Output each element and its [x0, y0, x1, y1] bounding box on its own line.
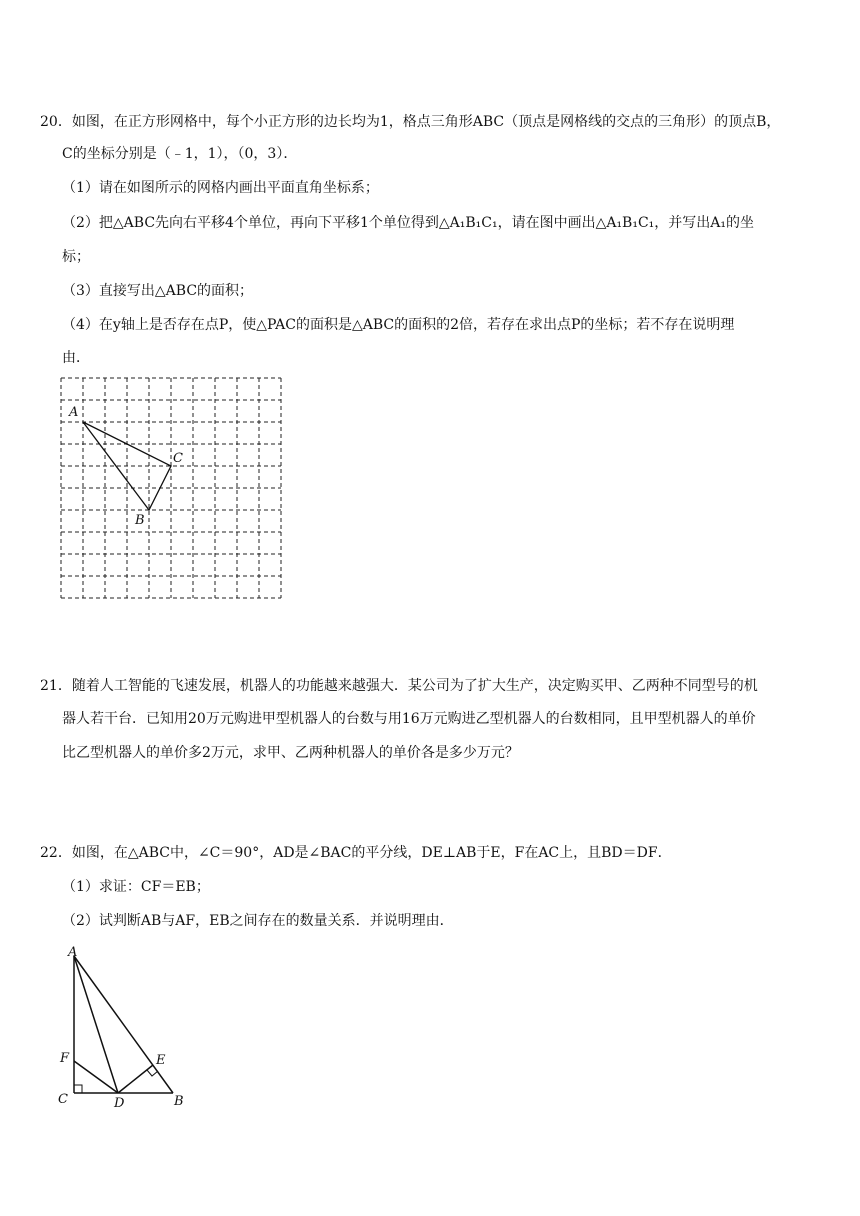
q20-part4-a: （4）在y轴上是否存在点P，使△PAC的面积是△ABC的面积的2倍，若存在求出点P的坐标；若不存在说明理: [62, 317, 735, 333]
q20-part2-b: 标；: [62, 249, 90, 265]
q20-part1: （1）请在如图所示的网格内画出平面直角坐标系；: [62, 180, 379, 196]
q20-grid-figure: [55, 370, 290, 605]
q21-line3: 比乙型机器人的单价多2万元，求甲、乙两种机器人的单价各是多少万元？: [62, 745, 519, 761]
label-a: A: [69, 405, 79, 420]
q20-part4-b: 由．: [62, 350, 90, 366]
segment-ad: [74, 956, 118, 1093]
label-e: E: [156, 1053, 166, 1068]
q22-triangle-figure: [52, 940, 192, 1110]
q20-line1: 20．如图，在正方形网格中，每个小正方形的边长均为1，格点三角形ABC（顶点是网格线的交点的三角形）的顶点B，: [40, 114, 781, 130]
q21-line2: 器人若干台．已知用20万元购进甲型机器人的台数与用16万元购进乙型机器人的台数相同，且甲型机器人的单价: [62, 711, 756, 727]
q21-line1: 21．随着人工智能的飞速发展，机器人的功能越来越强大．某公司为了扩大生产，决定购买甲、乙两种不同型号的机: [40, 678, 758, 694]
q20-part2-a: （2）把△ABC先向右平移4个单位，再向下平移1个单位得到△A₁B₁C₁，请在图中画出△A₁B₁C₁，并写出A₁的坐: [62, 215, 755, 231]
segment-de: [118, 1065, 153, 1093]
segment-fd: [74, 1061, 118, 1093]
right-angle-c: [74, 1085, 82, 1093]
label-b: B: [174, 1094, 184, 1109]
label-f: F: [60, 1051, 70, 1066]
grid-lines: [61, 378, 281, 598]
label-d: D: [114, 1096, 125, 1110]
q22-line1: 22．如图，在△ABC中，∠C＝90°，AD是∠BAC的平分线，DE⊥AB于E，F在AC上，且BD＝DF．: [40, 845, 672, 861]
q22-part1: （1）求证：CF＝EB；: [62, 879, 210, 895]
q22-part2: （2）试判断AB与AF，EB之间存在的数量关系．并说明理由．: [62, 913, 454, 929]
label-c: C: [173, 451, 183, 466]
q20-part3: （3）直接写出△ABC的面积；: [62, 283, 254, 299]
label-b: B: [135, 513, 145, 528]
label-a: A: [68, 945, 78, 960]
label-c: C: [58, 1092, 68, 1107]
q20-line2: C的坐标分别是（﹣1，1），（0，3）．: [62, 146, 298, 162]
